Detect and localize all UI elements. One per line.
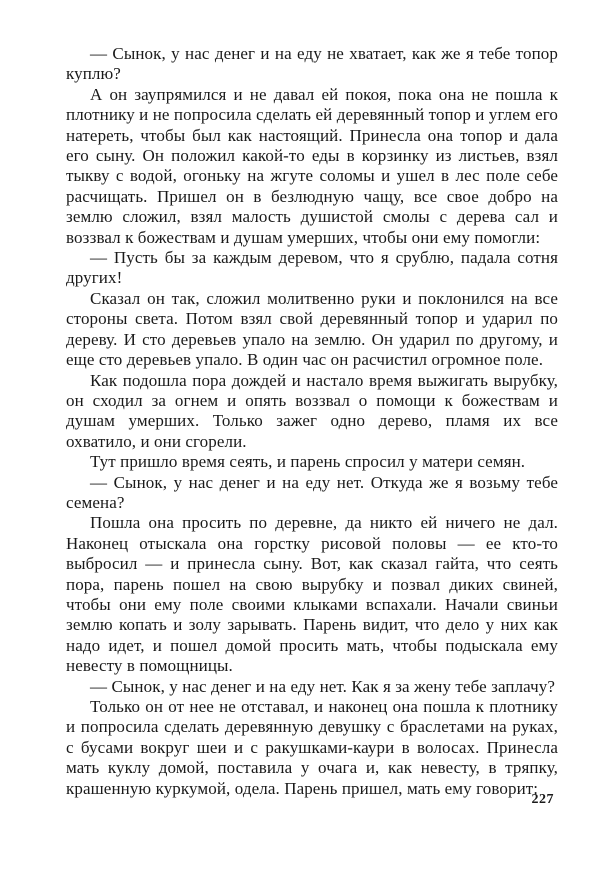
paragraph-8: Пошла она просить по деревне, да никто ей ничего не дал. Наконец отыскала она горстку рисовой половы — ее кто-то выбросил — и принесла сыну. Вот, как сказал гайта, что сеять пора, парень пошел на свою вырубку и позвал диких свиней, чтобы они ему поле своими клыками вспахали. Начали свиньи землю копать и золу зарывать. Парень видит, что дело у них как надо идет, и пошел домой просить мать, чтобы подыскала ему невесту в помощницы. bbox=[66, 513, 558, 676]
paragraph-9: — Сынок, у нас денег и на еду нет. Как я за жену тебе заплачу? bbox=[90, 676, 556, 696]
paragraph-2: А он заупрямился и не давал ей покоя, пока она не пошла к плотнику и не попросила сделать ей деревянный топор и углем его натереть, чтобы был как настоящий. Принесла она топор и дала его сыну. Он положил какой-то еды в корзинку из листьев, взял тыкву с водой, огоньку на жгуте соломы и ушел в лес поле себе расчищать. Пришел он в безлюдную чащу, все свое добро на землю сложил, взял малость душистой смолы с дерева сал и воззвал к божествам и душам умерших, чтобы они ему помогли: bbox=[66, 84, 558, 247]
paragraph-10: Только он от нее не отставал, и наконец она пошла к плотнику и попросила сделать деревянную девушку с браслетами на руках, с бусами вокруг шеи и с ракушками-каури в волосах. Принесла мать куклу домой, поставила у очага и, как невесту, в тряпку, крашенную куркумой, одела. Парень пришел, мать ему говорит: bbox=[66, 697, 558, 798]
page-number: 227 bbox=[531, 792, 554, 807]
paragraph-6: Тут пришло время сеять, и парень спросил у матери семян. bbox=[90, 452, 526, 472]
book-page bbox=[66, 44, 558, 864]
paragraph-5: Как подошла пора дождей и настало время выжигать вырубку, он сходил за огнем и опять воззвал о помощи к божествам и душам умерших. Только зажег одно дерево, пламя их все охватило, и они сгорели. bbox=[66, 370, 558, 451]
page-body-text bbox=[66, 44, 558, 799]
paragraph-4: Сказал он так, сложил молитвенно руки и поклонился на все стороны света. Потом взял свой деревянный топор и ударил по дереву. И сто деревьев упало на землю. Он ударил по другому, и еще сто деревьев упало. В один час он расчистил огромное поле. bbox=[66, 288, 558, 370]
paragraph-3: — Пусть бы за каждым деревом, что я срублю, падала сотня других! bbox=[66, 248, 558, 288]
paragraph-7: — Сынок, у нас денег и на еду нет. Откуда же я возьму тебе семена? bbox=[66, 472, 558, 512]
paragraph-1: — Сынок, у нас денег и на еду не хватает, как же я тебе топор куплю? bbox=[66, 44, 558, 84]
